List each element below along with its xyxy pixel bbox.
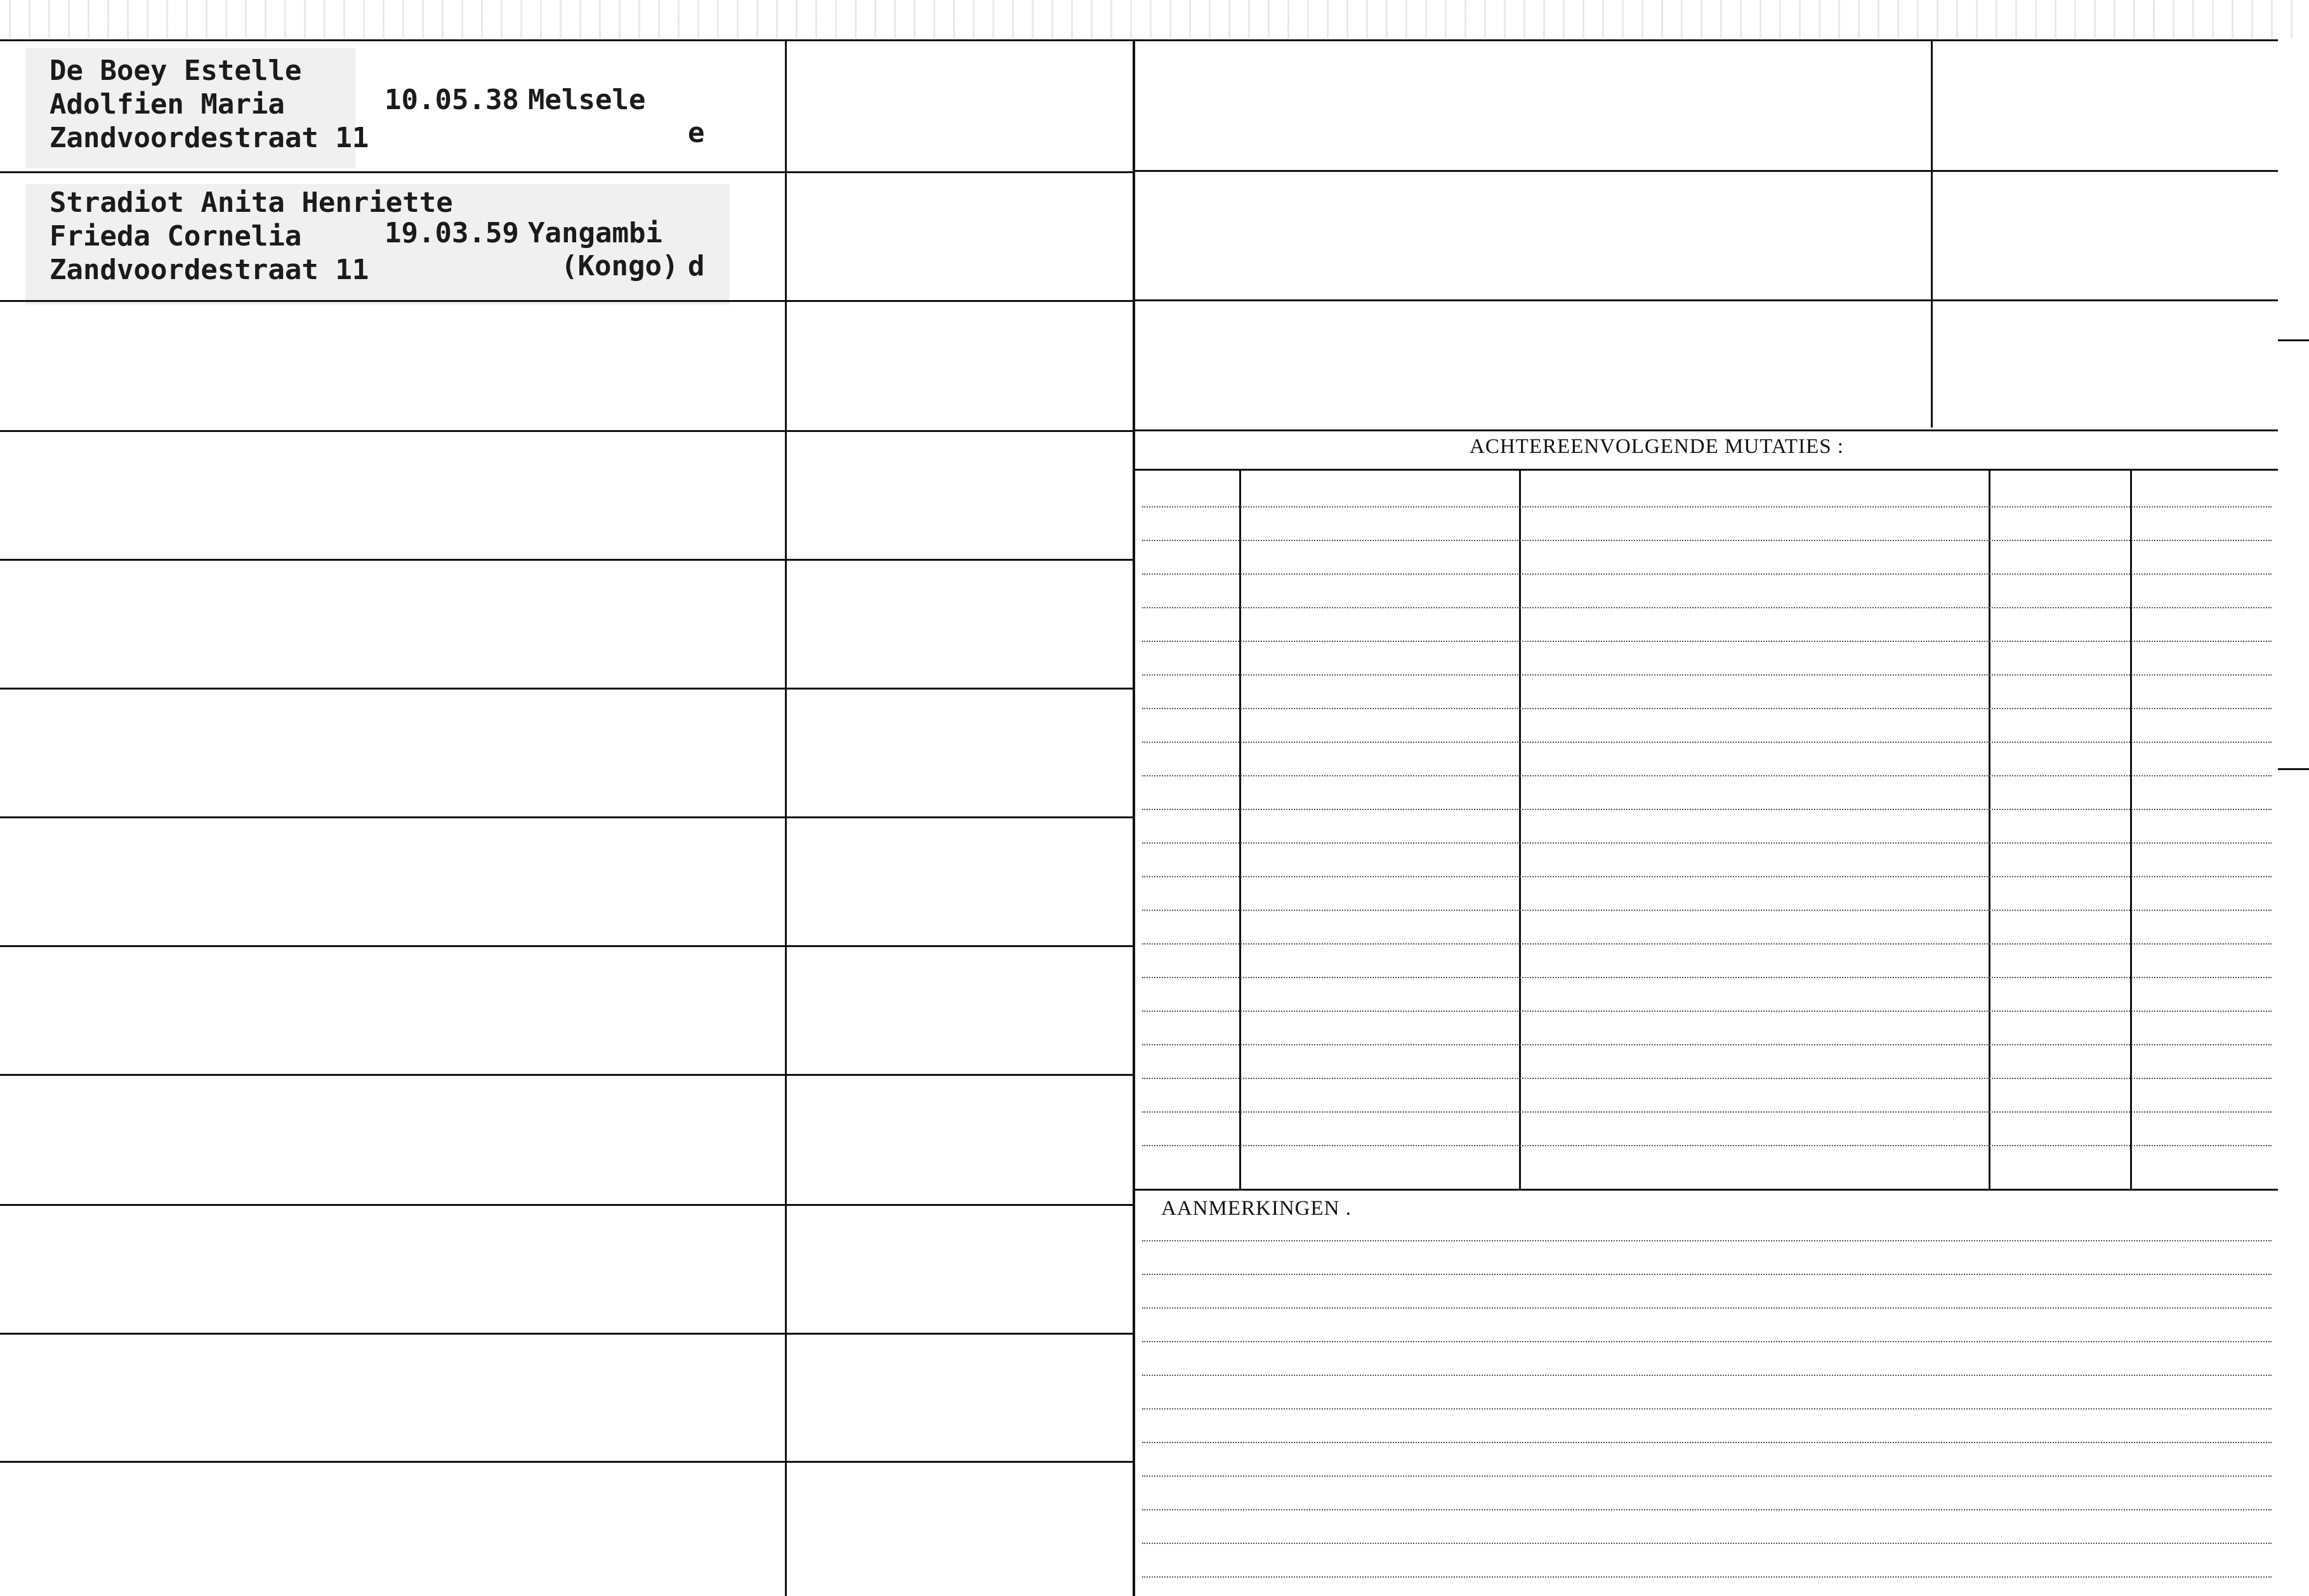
remarks-line [1142,1543,2272,1544]
mutation-line [1142,876,2272,877]
mutation-line [1142,708,2272,709]
row-separator [0,1204,785,1206]
mutations-col-divider [2130,471,2132,1189]
row-separator [0,816,785,818]
mutation-line [1142,540,2272,541]
mutation-line [1142,1011,2272,1012]
row-separator [787,300,1133,302]
row-separator [0,945,785,947]
scan-noise-strip [0,0,2309,38]
row-separator [787,816,1133,818]
row-separator [0,1461,785,1463]
entry-code-mark: d [688,250,705,282]
remarks-line [1142,1375,2272,1376]
row-separator [0,688,785,690]
mutation-line [1142,506,2272,507]
mutation-line [1142,977,2272,978]
row-separator [0,559,785,561]
remarks-line [1142,1307,2272,1309]
entry-birth-date: 19.03.59 [385,217,519,249]
remarks-line [1142,1475,2272,1477]
row-separator [0,1074,785,1076]
remarks-title: AANMERKINGEN . [1161,1197,1352,1220]
row-separator [787,171,1133,173]
row-separator [787,430,1133,432]
entry-birth-place-detail: (Kongo) [561,250,679,282]
entry-surname-line: De Boey Estelle [49,55,302,87]
entry-code-mark: e [688,117,705,149]
entry-given-names: Adolfien Maria [49,88,285,121]
row-separator [1135,299,2278,301]
remarks-line [1142,1408,2272,1410]
mutations-title: ACHTEREENVOLGENDE MUTATIES : [1470,435,1844,458]
remarks-line [1142,1576,2272,1578]
row-separator [787,1461,1133,1463]
edge-tick [2278,339,2309,341]
row-separator [787,1333,1133,1335]
remarks-line [1142,1341,2272,1342]
remarks-line [1142,1274,2272,1275]
mutation-line [1142,1145,2272,1146]
entry-birth-date: 10.05.38 [385,84,519,116]
mutation-line [1142,674,2272,676]
entry-birth-place: Yangambi [528,217,662,249]
mutation-line [1142,607,2272,608]
mutation-line [1142,573,2272,575]
row-separator [787,945,1133,947]
row-separator [0,430,785,432]
mutation-line [1142,1044,2272,1045]
remarks-line [1142,1442,2272,1443]
mutation-line [1142,910,2272,911]
mutation-line [1142,1111,2272,1113]
mutations-col-divider [1989,471,1990,1189]
upper-right-divider [1931,39,1933,428]
mutation-line [1142,1078,2272,1079]
mutation-line [1142,809,2272,810]
edge-tick [2278,768,2309,770]
entry-address: Zandvoordestraat 11 [49,254,369,286]
entry-surname-line: Stradiot Anita Henriette [49,186,453,219]
row-separator [787,1204,1133,1206]
row-separator [0,1333,785,1335]
mutations-bottom-line [1135,1189,2278,1191]
column-divider-2 [1133,39,1135,1596]
mutations-col-divider [1519,471,1521,1189]
mutation-line [1142,943,2272,945]
row-separator [0,171,785,173]
remarks-line [1142,1509,2272,1510]
mutations-col-divider [1239,471,1241,1189]
mutation-line [1142,641,2272,642]
mutation-line [1142,842,2272,844]
mutation-line [1142,775,2272,776]
row-separator [1135,170,2278,172]
entry-birth-place: Melsele [528,84,646,116]
row-separator [787,688,1133,690]
row-separator [787,559,1133,561]
top-border [0,39,2278,41]
row-separator [1135,429,2278,431]
entry-address: Zandvoordestraat 11 [49,122,369,154]
row-separator [0,300,785,302]
row-separator [787,1074,1133,1076]
mutation-line [1142,742,2272,743]
mutations-header-line [1135,469,2278,471]
remarks-line [1142,1240,2272,1241]
entry-given-names: Frieda Cornelia [49,220,302,252]
